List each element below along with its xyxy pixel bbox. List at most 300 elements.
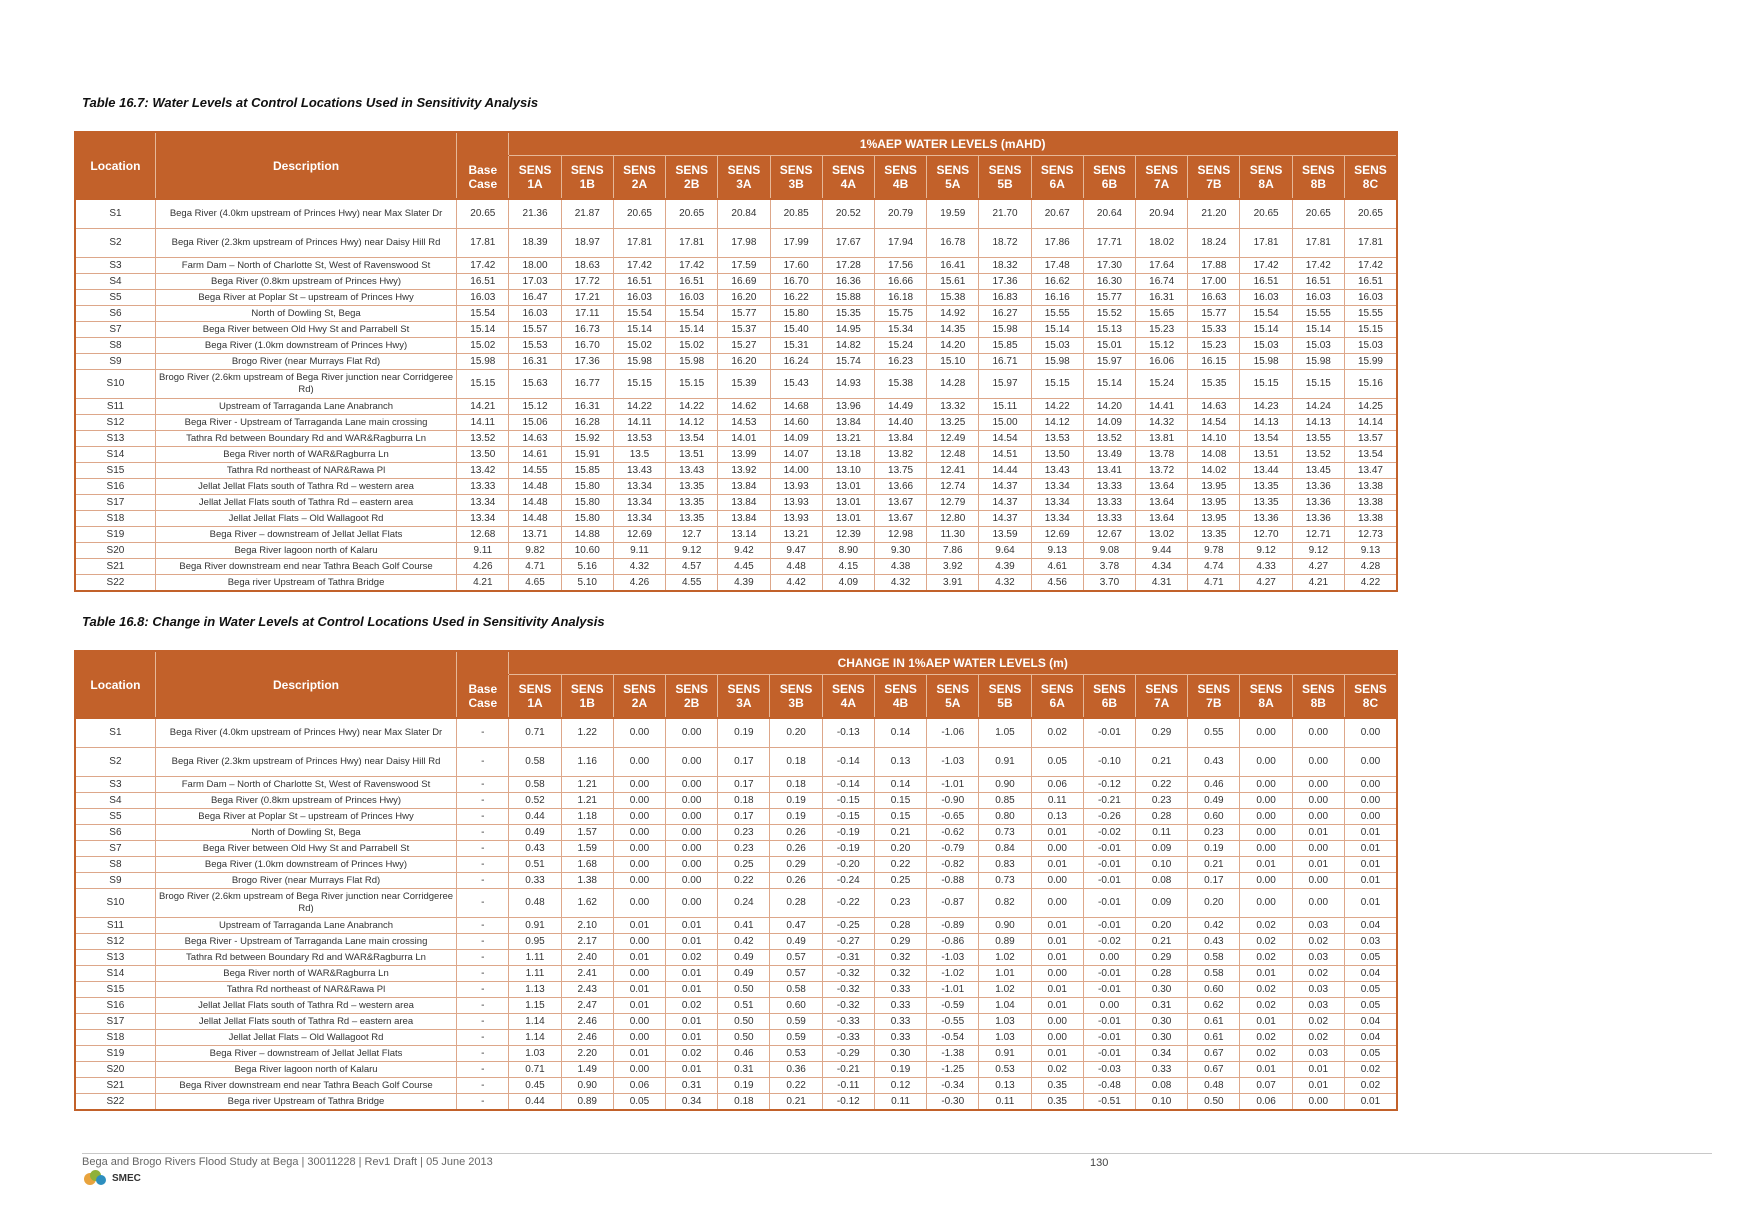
location-cell: S3: [75, 258, 155, 274]
location-cell: S16: [75, 479, 155, 495]
value-cell: 0.46: [718, 1046, 770, 1062]
value-cell: 13.64: [1136, 479, 1188, 495]
value-cell: 15.57: [509, 322, 561, 338]
sens-column-header: [1240, 675, 1292, 719]
description-cell: Bega River (1.0km downstream of Princes Hwy): [155, 857, 456, 873]
value-cell: 12.73: [1344, 527, 1397, 543]
location-cell: S20: [75, 1062, 155, 1078]
value-cell: 13.34: [1031, 479, 1083, 495]
sens-column-header: [1136, 675, 1188, 719]
value-cell: 14.24: [1292, 399, 1344, 415]
value-cell: 1.14: [509, 1014, 561, 1030]
description-cell: Bega River north of WAR&Ragburra Ln: [155, 447, 456, 463]
table-row: [75, 1094, 1397, 1111]
location-cell: S7: [75, 841, 155, 857]
description-header: Description: [155, 651, 456, 718]
value-cell: 16.27: [979, 306, 1031, 322]
value-cell: 0.49: [770, 934, 822, 950]
value-cell: 0.44: [509, 809, 561, 825]
value-cell: -1.02: [927, 966, 979, 982]
value-cell: 0.02: [1240, 918, 1292, 934]
value-cell: 14.53: [718, 415, 770, 431]
location-cell: S13: [75, 950, 155, 966]
value-cell: -1.01: [927, 777, 979, 793]
value-cell: 13.38: [1344, 495, 1397, 511]
value-cell: 13.21: [822, 431, 874, 447]
value-cell: 15.11: [979, 399, 1031, 415]
value-cell: 0.01: [666, 982, 718, 998]
value-cell: 0.00: [1240, 793, 1292, 809]
value-cell: 0.23: [1188, 825, 1240, 841]
header-line: 1B: [579, 177, 595, 191]
value-cell: 4.33: [1240, 559, 1292, 575]
header-line: SENS: [570, 682, 604, 696]
description-cell: Bega River lagoon north of Kalaru: [155, 1062, 456, 1078]
value-cell: 15.15: [1240, 370, 1292, 399]
value-cell: 0.19: [1188, 841, 1240, 857]
value-cell: 0.58: [509, 777, 561, 793]
value-cell: -: [457, 889, 509, 918]
table-row: [75, 841, 1397, 857]
value-cell: 17.42: [1240, 258, 1292, 274]
value-cell: 14.22: [666, 399, 718, 415]
value-cell: 14.10: [1188, 431, 1240, 447]
value-cell: 0.01: [1240, 1014, 1292, 1030]
table-row: [75, 543, 1397, 559]
value-cell: 20.65: [1240, 199, 1292, 229]
value-cell: 0.31: [718, 1062, 770, 1078]
value-cell: 4.39: [718, 575, 770, 592]
value-cell: 4.56: [1031, 575, 1083, 592]
location-cell: S15: [75, 463, 155, 479]
value-cell: 17.42: [457, 258, 509, 274]
value-cell: 0.00: [1031, 841, 1083, 857]
value-cell: 9.12: [1292, 543, 1344, 559]
value-cell: 0.00: [1292, 1094, 1344, 1111]
value-cell: 0.01: [666, 1030, 718, 1046]
value-cell: 0.00: [1083, 998, 1135, 1014]
value-cell: 12.7: [666, 527, 718, 543]
value-cell: 0.15: [874, 809, 926, 825]
value-cell: 13.34: [613, 479, 665, 495]
value-cell: 0.00: [1031, 1014, 1083, 1030]
value-cell: 0.00: [1240, 889, 1292, 918]
value-cell: 0.00: [613, 748, 665, 777]
value-cell: 4.61: [1031, 559, 1083, 575]
value-cell: 1.03: [509, 1046, 561, 1062]
table-row: [75, 258, 1397, 274]
value-cell: 0.03: [1344, 934, 1397, 950]
value-cell: 0.29: [770, 857, 822, 873]
value-cell: 17.03: [509, 274, 561, 290]
value-cell: 15.77: [1188, 306, 1240, 322]
value-cell: -: [457, 1078, 509, 1094]
value-cell: -0.14: [822, 748, 874, 777]
value-cell: 15.98: [666, 354, 718, 370]
sens-column-header: [613, 675, 665, 719]
value-cell: 13.78: [1136, 447, 1188, 463]
value-cell: 14.13: [1240, 415, 1292, 431]
value-cell: 0.73: [979, 825, 1031, 841]
table-row: [75, 982, 1397, 998]
value-cell: 0.13: [979, 1078, 1031, 1094]
table-row: [75, 998, 1397, 1014]
value-cell: 17.64: [1136, 258, 1188, 274]
location-header: Location: [75, 651, 155, 718]
value-cell: 0.42: [718, 934, 770, 950]
table-row: [75, 527, 1397, 543]
value-cell: 15.14: [1031, 322, 1083, 338]
value-cell: 0.00: [1292, 841, 1344, 857]
value-cell: 12.49: [927, 431, 979, 447]
value-cell: 0.18: [718, 793, 770, 809]
header-line: 3A: [736, 696, 752, 710]
value-cell: 14.44: [979, 463, 1031, 479]
value-cell: 14.12: [1031, 415, 1083, 431]
value-cell: 15.03: [1344, 338, 1397, 354]
value-cell: 0.00: [666, 793, 718, 809]
value-cell: 0.19: [718, 1078, 770, 1094]
value-cell: 16.63: [1188, 290, 1240, 306]
value-cell: -0.54: [927, 1030, 979, 1046]
value-cell: 3.91: [927, 575, 979, 592]
description-cell: Bega River at Poplar St – upstream of Princes Hwy: [155, 809, 456, 825]
header-line: 6B: [1101, 696, 1118, 710]
sens-column-header: [927, 156, 979, 200]
table-row: [75, 415, 1397, 431]
value-cell: 0.01: [666, 1014, 718, 1030]
value-cell: 13.36: [1292, 511, 1344, 527]
table-row: [75, 1078, 1397, 1094]
value-cell: 12.74: [927, 479, 979, 495]
value-cell: 0.26: [770, 873, 822, 889]
location-cell: S22: [75, 1094, 155, 1111]
value-cell: -0.24: [822, 873, 874, 889]
value-cell: 14.20: [1083, 399, 1135, 415]
value-cell: 15.54: [1240, 306, 1292, 322]
description-cell: Brogo River (near Murrays Flat Rd): [155, 354, 456, 370]
value-cell: -0.88: [927, 873, 979, 889]
value-cell: 13.93: [770, 479, 822, 495]
value-cell: 0.00: [613, 934, 665, 950]
value-cell: 16.24: [770, 354, 822, 370]
value-cell: 13.38: [1344, 511, 1397, 527]
value-cell: 9.11: [613, 543, 665, 559]
value-cell: -0.15: [822, 793, 874, 809]
description-cell: Bega river Upstream of Tathra Bridge: [155, 575, 456, 592]
header-line: 3B: [788, 177, 804, 191]
value-cell: 4.65: [509, 575, 561, 592]
table-row: [75, 873, 1397, 889]
value-cell: 16.41: [927, 258, 979, 274]
value-cell: -0.79: [927, 841, 979, 857]
header-line: 5B: [997, 177, 1013, 191]
value-cell: 13.81: [1136, 431, 1188, 447]
value-cell: 15.02: [613, 338, 665, 354]
table-row: [75, 274, 1397, 290]
value-cell: 0.08: [1136, 873, 1188, 889]
location-header: Location: [75, 132, 155, 199]
value-cell: 14.09: [1083, 415, 1135, 431]
value-cell: 16.51: [1344, 274, 1397, 290]
value-cell: 4.74: [1188, 559, 1240, 575]
value-cell: -0.32: [822, 998, 874, 1014]
value-cell: 18.02: [1136, 229, 1188, 258]
value-cell: 4.48: [770, 559, 822, 575]
value-cell: 13.02: [1136, 527, 1188, 543]
sens-column-header: [1136, 156, 1188, 200]
value-cell: 17.28: [822, 258, 874, 274]
value-cell: 0.48: [1188, 1078, 1240, 1094]
value-cell: 17.81: [457, 229, 509, 258]
table-row: [75, 229, 1397, 258]
value-cell: 18.32: [979, 258, 1031, 274]
value-cell: 1.21: [561, 793, 613, 809]
header-line: SENS: [936, 682, 970, 696]
value-cell: 18.63: [561, 258, 613, 274]
value-cell: 5.10: [561, 575, 613, 592]
value-cell: 0.00: [613, 889, 665, 918]
value-cell: 0.09: [1136, 889, 1188, 918]
value-cell: 15.98: [457, 354, 509, 370]
value-cell: -0.01: [1083, 982, 1135, 998]
location-cell: S1: [75, 199, 155, 229]
value-cell: 16.28: [561, 415, 613, 431]
table-row: [75, 354, 1397, 370]
value-cell: 1.04: [979, 998, 1031, 1014]
value-cell: 0.84: [979, 841, 1031, 857]
value-cell: 0.83: [979, 857, 1031, 873]
sens-column-header: [718, 156, 770, 200]
value-cell: 0.08: [1136, 1078, 1188, 1094]
value-cell: 14.35: [927, 322, 979, 338]
value-cell: 12.80: [927, 511, 979, 527]
value-cell: 14.37: [979, 495, 1031, 511]
value-cell: 9.42: [718, 543, 770, 559]
value-cell: 0.49: [718, 966, 770, 982]
value-cell: 9.12: [1240, 543, 1292, 559]
value-cell: 0.43: [1188, 934, 1240, 950]
value-cell: 13.41: [1083, 463, 1135, 479]
value-cell: 13.75: [874, 463, 926, 479]
value-cell: 13.95: [1188, 511, 1240, 527]
sens-column-header: [770, 675, 822, 719]
location-cell: S17: [75, 495, 155, 511]
value-cell: 16.23: [874, 354, 926, 370]
value-cell: 0.90: [979, 918, 1031, 934]
value-cell: 4.45: [718, 559, 770, 575]
value-cell: 15.85: [979, 338, 1031, 354]
value-cell: -0.01: [1083, 841, 1135, 857]
value-cell: 0.01: [1031, 857, 1083, 873]
value-cell: 18.72: [979, 229, 1031, 258]
value-cell: 17.36: [561, 354, 613, 370]
value-cell: 17.21: [561, 290, 613, 306]
value-cell: 13.43: [666, 463, 718, 479]
value-cell: -0.33: [822, 1014, 874, 1030]
value-cell: 0.71: [509, 718, 561, 748]
description-cell: Upstream of Tarraganda Lane Anabranch: [155, 918, 456, 934]
value-cell: 0.01: [1240, 966, 1292, 982]
value-cell: 15.74: [822, 354, 874, 370]
value-cell: 13.72: [1136, 463, 1188, 479]
value-cell: 9.13: [1031, 543, 1083, 559]
table-row: [75, 1046, 1397, 1062]
value-cell: 0.58: [770, 982, 822, 998]
sens-column-header: [979, 156, 1031, 200]
value-cell: 0.01: [1344, 825, 1397, 841]
value-cell: 0.00: [1292, 793, 1344, 809]
sens-column-header: [1083, 675, 1135, 719]
value-cell: 0.80: [979, 809, 1031, 825]
value-cell: 20.65: [1344, 199, 1397, 229]
value-cell: 21.87: [561, 199, 613, 229]
value-cell: 12.69: [1031, 527, 1083, 543]
location-cell: S2: [75, 748, 155, 777]
value-cell: -: [457, 793, 509, 809]
value-cell: -0.20: [822, 857, 874, 873]
value-cell: 13.01: [822, 479, 874, 495]
value-cell: 4.26: [613, 575, 665, 592]
value-cell: 17.98: [718, 229, 770, 258]
value-cell: 0.53: [979, 1062, 1031, 1078]
value-cell: 17.11: [561, 306, 613, 322]
value-cell: 16.06: [1136, 354, 1188, 370]
value-cell: 0.00: [1344, 793, 1397, 809]
header-line: 5B: [997, 696, 1013, 710]
value-cell: 0.02: [1344, 1062, 1397, 1078]
table-row: [75, 370, 1397, 399]
value-cell: 0.00: [1292, 718, 1344, 748]
value-cell: 12.69: [613, 527, 665, 543]
value-cell: -1.03: [927, 748, 979, 777]
value-cell: -: [457, 748, 509, 777]
value-cell: 0.33: [874, 998, 926, 1014]
value-cell: 15.38: [927, 290, 979, 306]
value-cell: 0.01: [1031, 998, 1083, 1014]
value-cell: -0.65: [927, 809, 979, 825]
description-cell: Jellat Jellat Flats south of Tathra Rd – western area: [155, 998, 456, 1014]
value-cell: 15.23: [1136, 322, 1188, 338]
value-cell: 0.00: [1240, 718, 1292, 748]
value-cell: 14.68: [770, 399, 822, 415]
value-cell: 13.93: [770, 511, 822, 527]
header-line: 4B: [892, 177, 909, 191]
value-cell: 0.05: [613, 1094, 665, 1111]
value-cell: -0.01: [1083, 1046, 1135, 1062]
value-cell: -: [457, 1062, 509, 1078]
value-cell: 14.21: [457, 399, 509, 415]
value-cell: -1.38: [927, 1046, 979, 1062]
value-cell: 16.18: [874, 290, 926, 306]
sens-column-header: [1031, 675, 1083, 719]
value-cell: -0.01: [1083, 857, 1135, 873]
value-cell: -: [457, 825, 509, 841]
value-cell: 0.02: [1292, 1014, 1344, 1030]
value-cell: 0.05: [1344, 998, 1397, 1014]
value-cell: -: [457, 998, 509, 1014]
value-cell: 14.12: [666, 415, 718, 431]
value-cell: -0.19: [822, 841, 874, 857]
value-cell: 0.61: [1188, 1014, 1240, 1030]
value-cell: 0.21: [1136, 934, 1188, 950]
location-cell: S19: [75, 527, 155, 543]
value-cell: 0.89: [561, 1094, 613, 1111]
value-cell: 0.01: [1344, 889, 1397, 918]
value-cell: 2.41: [561, 966, 613, 982]
value-cell: 0.85: [979, 793, 1031, 809]
value-cell: 14.61: [509, 447, 561, 463]
value-cell: 12.39: [822, 527, 874, 543]
value-cell: 15.39: [718, 370, 770, 399]
description-cell: Jellat Jellat Flats south of Tathra Rd – eastern area: [155, 495, 456, 511]
value-cell: 4.71: [1188, 575, 1240, 592]
value-cell: 14.20: [927, 338, 979, 354]
value-cell: 15.97: [979, 370, 1031, 399]
sens-column-header: [666, 156, 718, 200]
value-cell: 14.95: [822, 322, 874, 338]
value-cell: 15.75: [874, 306, 926, 322]
sens-column-header: [509, 156, 561, 200]
value-cell: 13.34: [457, 495, 509, 511]
table-row: [75, 431, 1397, 447]
value-cell: 0.00: [613, 1062, 665, 1078]
value-cell: 0.19: [770, 809, 822, 825]
value-cell: 1.02: [979, 982, 1031, 998]
value-cell: 13.54: [1344, 447, 1397, 463]
value-cell: 16.16: [1031, 290, 1083, 306]
location-cell: S14: [75, 447, 155, 463]
location-cell: S1: [75, 718, 155, 748]
value-cell: 15.14: [1292, 322, 1344, 338]
value-cell: 14.54: [979, 431, 1031, 447]
value-cell: -: [457, 950, 509, 966]
value-cell: 15.24: [1136, 370, 1188, 399]
value-cell: 17.67: [822, 229, 874, 258]
value-cell: 13.33: [457, 479, 509, 495]
value-cell: 0.21: [1188, 857, 1240, 873]
value-cell: 15.54: [666, 306, 718, 322]
value-cell: 13.54: [666, 431, 718, 447]
value-cell: -0.82: [927, 857, 979, 873]
value-cell: 0.00: [613, 777, 665, 793]
value-cell: 14.22: [613, 399, 665, 415]
value-cell: 1.22: [561, 718, 613, 748]
value-cell: 14.09: [770, 431, 822, 447]
value-cell: 0.00: [613, 809, 665, 825]
header-line: SENS: [1354, 682, 1387, 696]
value-cell: 14.02: [1188, 463, 1240, 479]
value-cell: 0.58: [509, 748, 561, 777]
value-cell: -0.29: [822, 1046, 874, 1062]
value-cell: 0.14: [874, 718, 926, 748]
value-cell: 14.63: [1188, 399, 1240, 415]
value-cell: 16.03: [666, 290, 718, 306]
header-line: 8C: [1362, 696, 1379, 710]
value-cell: -0.26: [1083, 809, 1135, 825]
value-cell: 14.07: [770, 447, 822, 463]
value-cell: 0.05: [1344, 1046, 1397, 1062]
value-cell: 14.28: [927, 370, 979, 399]
value-cell: 4.22: [1344, 575, 1397, 592]
value-cell: 13.34: [1031, 495, 1083, 511]
value-cell: 0.01: [1292, 1078, 1344, 1094]
header-line: SENS: [1145, 163, 1178, 177]
value-cell: 0.02: [1344, 1078, 1397, 1094]
value-cell: -0.14: [822, 777, 874, 793]
value-cell: 0.00: [666, 748, 718, 777]
value-cell: 5.16: [561, 559, 613, 575]
